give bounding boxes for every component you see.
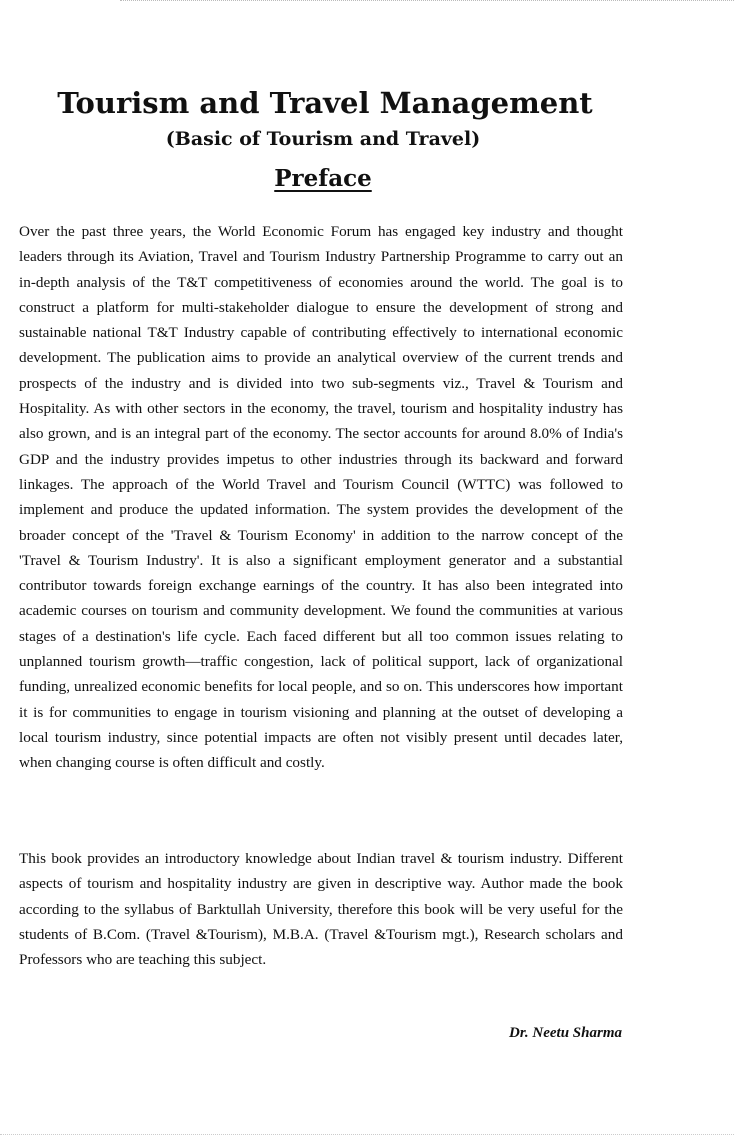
scan-edge-bottom [0, 1132, 734, 1135]
preface-heading: Preface [274, 165, 372, 192]
book-subtitle: (Basic of Tourism and Travel) [165, 128, 481, 150]
author-signature: Dr. Neetu Sharma [509, 1025, 622, 1041]
preface-paragraph-1: Over the past three years, the World Economic Forum has engaged key industry and thought leaders through its Aviation, Travel and Tourism Industry Partnership Programme to carry out an in-depth analysis of the T&T competitiveness of economies around the world. The goal is to construct a platform for multi-stakeholder dialogue to ensure the development of strong and sustainable national T&T Industry capable of contributing effectively to international economic development. The publication aims to provide an analytical overview of the current trends and prospects of the industry and is divided into two sub-segments viz., Travel & Tourism and Hospitality. As with other sectors in the economy, the travel, tourism and hospitality industry has also grown, and is an integral part of the economy. The sector accounts for around 8.0% of India's GDP and the industry provides impetus to other industries through its backward and forward linkages. The approach of the World Travel and Tourism Council (WTTC) was followed to implement and produce the updated information. The system provides the development of the broader concept of the 'Travel & Tourism Economy' in addition to the narrow concept of the 'Travel & Tourism Industry'. It is also a significant employment generator and a substantial contributor towards foreign exchange earnings of the country. It has also been integrated into academic courses on tourism and community development. We found the communities at various stages of a destination's life cycle. Each faced different but all too common issues relating to unplanned tourism growth—traffic congestion, lack of political support, lack of organizational funding, unrealized economic benefits for local people, and so on. This underscores how important it is for communities to engage in tourism visioning and planning at the outset of developing a local tourism industry, since potential impacts are often not visibly present until decades later, when changing course is often difficult and costly. [19, 223, 623, 772]
book-title: Tourism and Travel Management [57, 86, 593, 120]
preface-paragraph-2: This book provides an introductory knowledge about Indian travel & tourism industry. Different aspects of tourism and hospitality industry are given in descriptive way. Author made the book according to the syllabus of Barktullah University, therefore this book will be very useful for the students of B.Com. (Travel &Tourism), M.B.A. (Travel &Tourism mgt.), Research scholars and Professors who are teaching this subject. [19, 850, 623, 969]
scan-edge-top [120, 0, 734, 3]
